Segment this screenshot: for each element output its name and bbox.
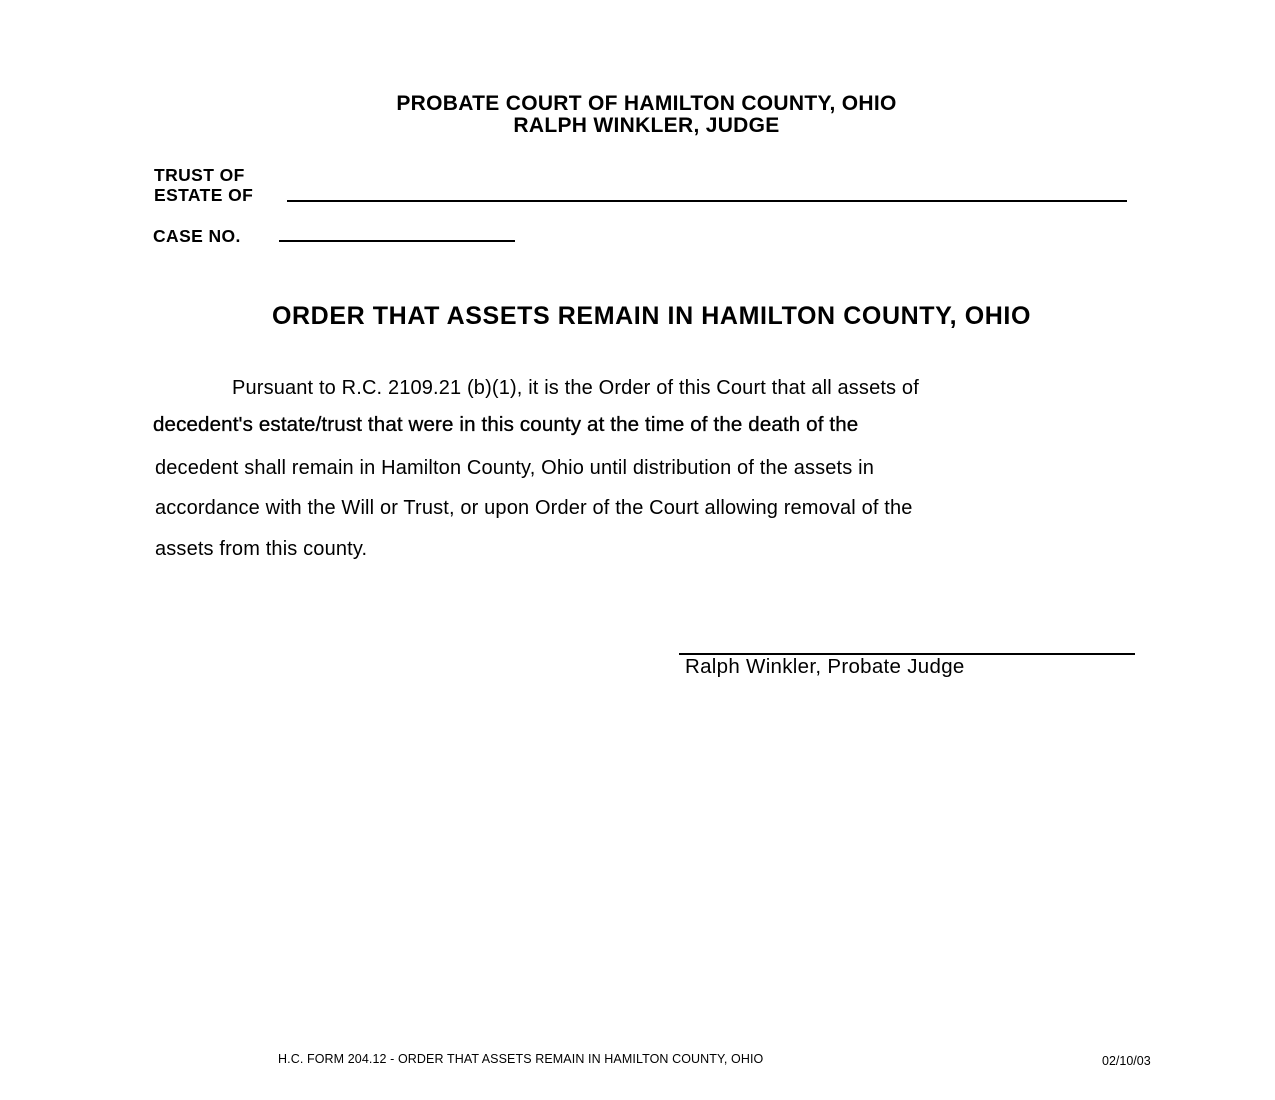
estate-of-field[interactable] <box>287 200 1127 202</box>
body-line: assets from this county. <box>155 538 368 560</box>
footer-form-id: H.C. FORM 204.12 - ORDER THAT ASSETS REMAIN IN HAMILTON COUNTY, OHIO <box>278 1052 764 1066</box>
signature-name: Ralph Winkler, Probate Judge <box>685 655 965 678</box>
body-line: accordance with the Will or Trust, or upon Order of the Court allowing removal of the <box>155 497 913 519</box>
case-no-label: CASE NO. <box>153 226 241 246</box>
court-name: PROBATE COURT OF HAMILTON COUNTY, OHIO <box>396 92 897 115</box>
case-no-field[interactable] <box>279 240 515 242</box>
document-title: ORDER THAT ASSETS REMAIN IN HAMILTON COUNTY, OHIO <box>271 302 1032 330</box>
estate-of-label: ESTATE OF <box>154 185 254 205</box>
judge-name-heading: RALPH WINKLER, JUDGE <box>513 114 780 137</box>
footer-date: 02/10/03 <box>1102 1054 1151 1068</box>
body-line: Pursuant to R.C. 2109.21 (b)(1), it is the Order of this Court that all assets of <box>232 377 919 399</box>
body-line: decedent's estate/trust that were in this county at the time of the death of the <box>153 413 859 436</box>
trust-of-label: TRUST OF <box>154 165 245 185</box>
body-line: decedent shall remain in Hamilton County, Ohio until distribution of the assets in <box>155 457 874 479</box>
